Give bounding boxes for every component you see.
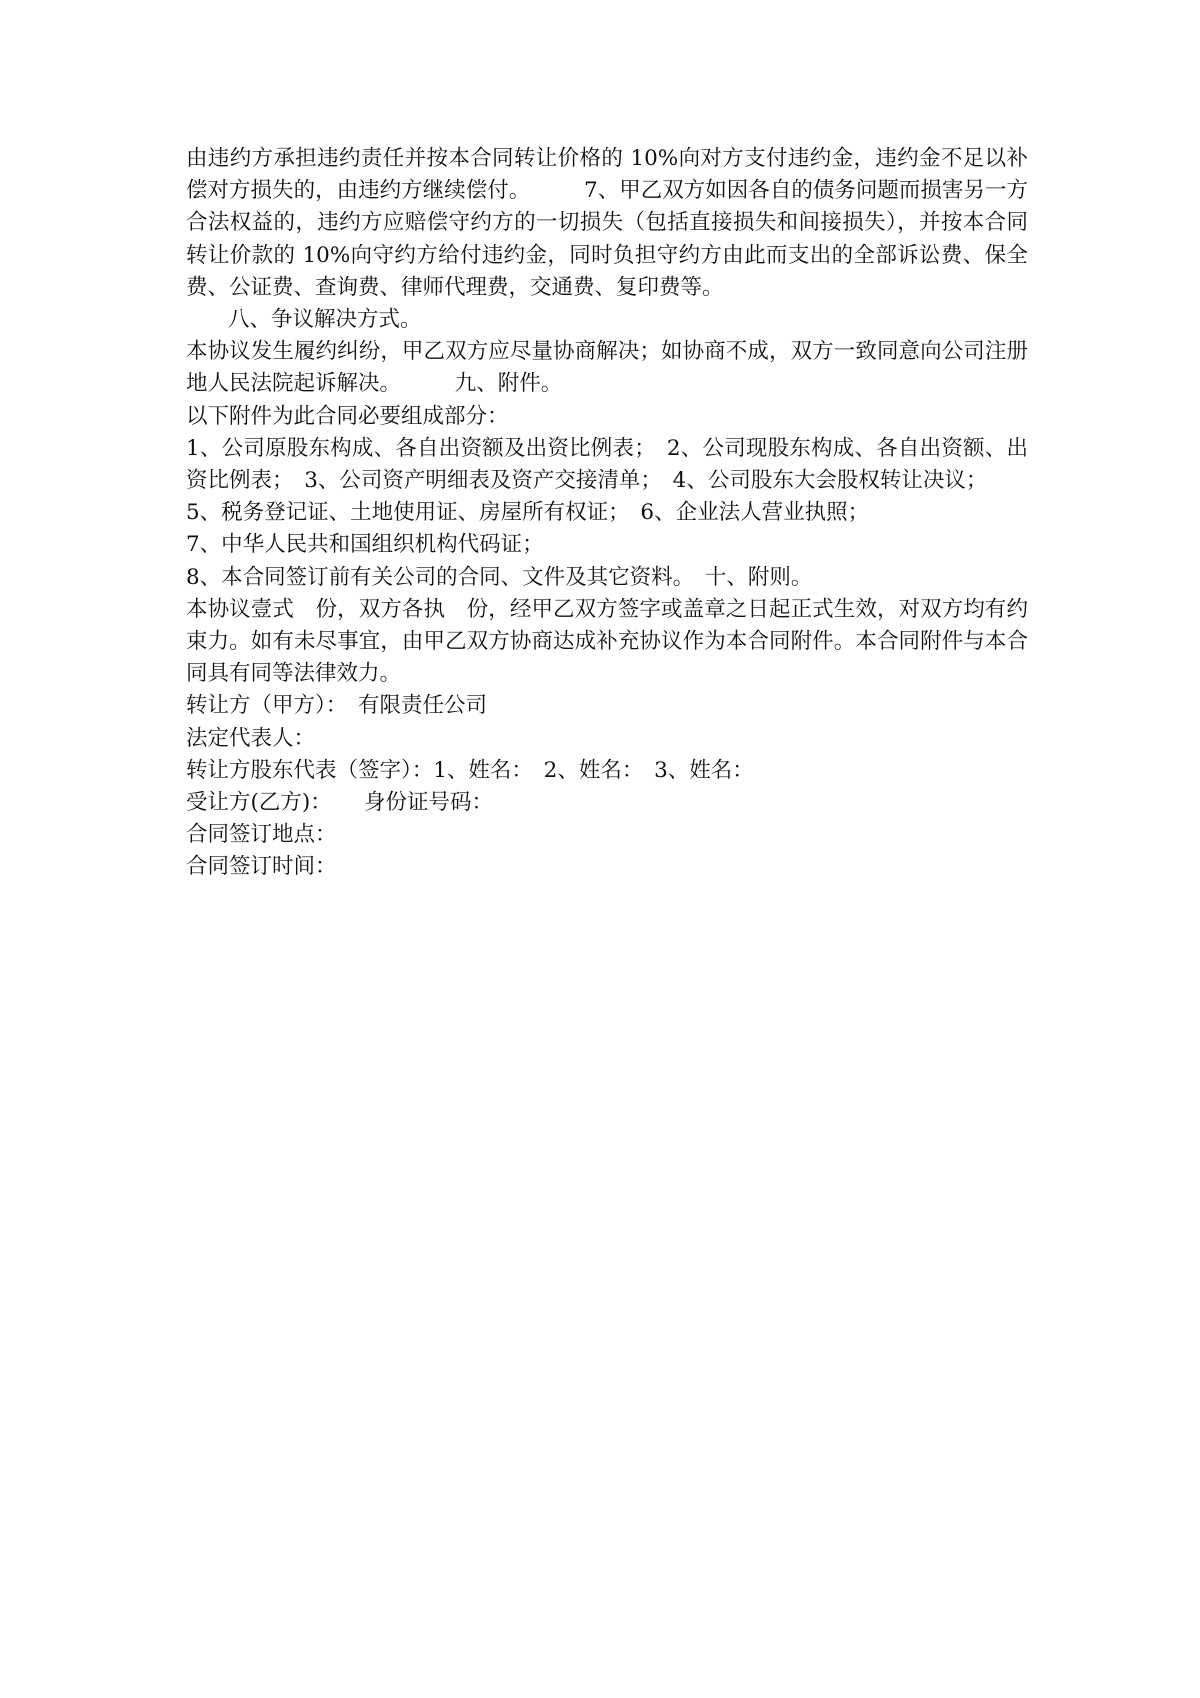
supplementary-provisions-paragraph: 本协议壹式 份，双方各执 份，经甲乙双方签字或盖章之日起正式生效，对双方均有约束力。如有未尽事宜，由甲乙双方协商达成补充协议作为本合同附件。本合同附件与本合同具有同等法律效力。 bbox=[186, 596, 1028, 687]
section-eight-heading: 八、争议解决方式。 bbox=[228, 307, 422, 333]
attachments-list-7: 7、中华人民共和国组织机构代码证； bbox=[186, 532, 544, 558]
attachments-intro: 以下附件为此合同必要组成部分： bbox=[186, 403, 509, 429]
dispute-resolution-paragraph: 本协议发生履约纠纷，甲乙双方应尽量协商解决；如协商不成，双方一致同意向公司注册地人民法院起诉解决。 九、附件。 bbox=[186, 339, 1028, 397]
breach-liability-paragraph: 由违约方承担违约责任并按本合同转让价格的 10%向对方支付违约金，违约金不足以补偿对方损失的，由违约方继续偿付。 7、甲乙双方如因各自的债务问题而损害另一方合法权益的，违约方应赔偿守约方的一切损失（包括直接损失和间接损失），并按本合同转让价款的 10%向守约方给付违约金，同时负担守约方由此而支出的全部诉讼费、保全费、公证费、查询费、律师代理费，交通费、复印费等。 bbox=[186, 146, 1028, 300]
contract-body bbox=[186, 143, 1028, 884]
shareholder-representatives-line: 转让方股东代表（签字）：1、姓名： 2、姓名： 3、姓名： bbox=[186, 757, 754, 783]
transferor-line: 转让方（甲方）： 有限责任公司 bbox=[186, 693, 488, 719]
transferee-line: 受让方(乙方)： 身份证号码： bbox=[186, 790, 494, 816]
signing-place-line: 合同签订地点： bbox=[186, 822, 337, 848]
attachments-list-1-4: 1、公司原股东构成、各自出资额及出资比例表； 2、公司现股东构成、各自出资额、出资比例表； 3、公司资产明细表及资产交接清单； 4、公司股东大会股权转让决议； bbox=[186, 435, 1028, 494]
attachments-list-8: 8、本合同签订前有关公司的合同、文件及其它资料。 十、附则。 bbox=[186, 564, 813, 590]
signing-time-line: 合同签订时间： bbox=[186, 854, 337, 880]
attachments-list-5-6: 5、税务登记证、土地使用证、房屋所有权证； 6、企业法人营业执照； bbox=[186, 500, 870, 526]
legal-representative-line: 法定代表人： bbox=[186, 725, 316, 751]
